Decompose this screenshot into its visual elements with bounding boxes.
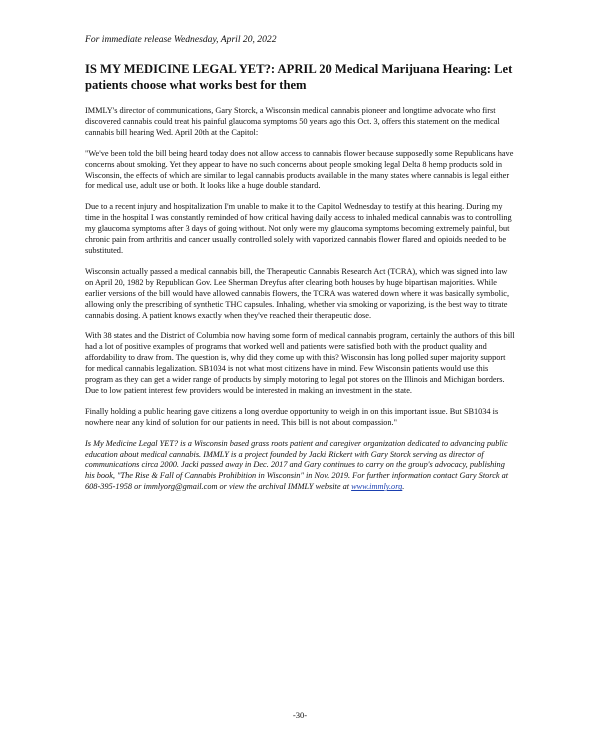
release-date-line: For immediate release Wednesday, April 20, 2022 (85, 34, 277, 45)
about-organization-text: Is My Medicine Legal YET? is a Wisconsin based grass roots patient and caregiver organization dedicated to advancing public education about medical cannabis. IMMLY is a project founded by Jacki Rickert with Gary Storck serving as director of communications circa 2000. Jacki passed away in Dec. 2017 and Gary continues to carry on the group's advocacy, publishing his book, "The Rise & Fall of Cannabis Prohibition in Wisconsin" in Nov. 2019. For further information contact Gary Storck at 608-395-1958 or immlyorg@gmail.com or view the archival IMMLY website at (85, 438, 509, 492)
body-paragraph-hospitalization: Due to a recent injury and hospitalization I'm unable to make it to the Capitol Wednesday to testify at this hearing. During my time in the hospital I was constantly reminded of how critical having daily access to inhaled medical cannabis was to controlling my glaucoma symptoms after 3 days of going without. Not only were my glaucoma symptoms becoming extremely painful, but chronic pain from arthritis and cancer usually controlled solely with vaporized cannabis flower flared and opioids needed to be substituted. (85, 202, 512, 255)
page-end-marker: -30- (292, 710, 308, 720)
body-paragraph-tcra-history: Wisconsin actually passed a medical cannabis bill, the Therapeutic Cannabis Research Act (TCRA), which was signed into law on April 20, 1982 by Republican Gov. Lee Sherman Dreyfus after clearing both houses by huge bipartisan majorities. While earlier versions of the bill would have allowed cannabis flowers, the TCRA was watered down where it was basically symbolic, allowing only the prescribing of synthetic THC capsules. Inhaling, whether via smoking or vaporizing, is the best way to titrate cannabis dosing. A patient knows exactly when they've reached their therapeutic dose. (85, 266, 510, 320)
closing-period: . (402, 482, 405, 492)
press-release-page (85, 34, 515, 493)
headline: IS MY MEDICINE LEGAL YET?: APRIL 20 Medical Marijuana Hearing: Let patients choose what works best for them (85, 62, 513, 92)
intro-paragraph: IMMLY's director of communications, Gary Storck, a Wisconsin medical cannabis pioneer and longtime advocate who first discovered cannabis could treat his painful glaucoma symptoms 50 years ago this Oct. 3, offers this statement on the medical cannabis bill hearing Wed. April 20th at the Capitol: (85, 106, 500, 137)
body-paragraph-38-states: With 38 states and the District of Columbia now having some form of medical cannabis program, certainly the authors of this bill had a lot of positive examples of programs that worked well and patients were satisfied both with the product quality and affordability to draw from. The question is, why did they come up with this? Wisconsin has long polled super majority support for medical cannabis legalization. SB1034 is not what most citizens have in mind. Few Wisconsin patients would use this program as they can get a wider range of products by simply motoring to legal pot stores on the Illinois and Michigan borders. Due to low patient interest few providers would be interested in making an investment in the state. (85, 331, 515, 395)
body-paragraph-double-standard: "We've been told the bill being heard today does not allow access to cannabis flower because supposedly some Republicans have concerns about smoking. Yet they appear to have no such concerns about people smoking legal Delta 8 hemp products sold in Wisconsin, the effects of which are similar to legal cannabis products available in the many states where cannabis is legal either for medical use, adult use or both. It looks like a huge double standard. (85, 148, 514, 191)
about-organization-paragraph (85, 439, 515, 494)
body-paragraph-conclusion: Finally holding a public hearing gave citizens a long overdue opportunity to weigh in on this important issue. But SB1034 is nowhere near any kind of solution for our patients in need. This bill is not about compassion." (85, 406, 499, 427)
website-link[interactable]: www.immly.org (351, 482, 403, 492)
